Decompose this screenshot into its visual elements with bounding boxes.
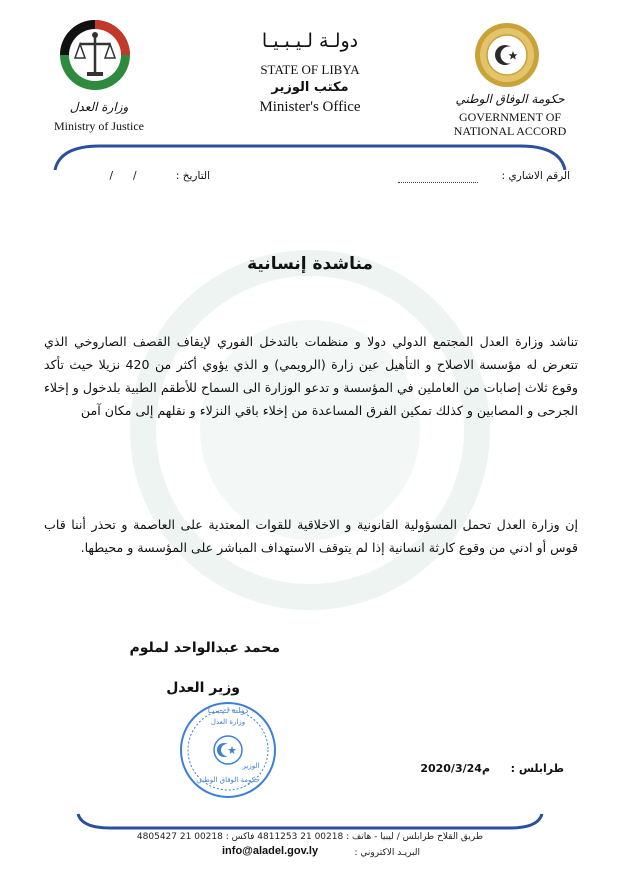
reference-number-line (398, 182, 478, 183)
gna-english-line1: GOVERNMENT OF (458, 110, 562, 124)
footer-email[interactable]: info@aladel.gov.ly (222, 845, 319, 857)
ministry-logo (58, 18, 132, 92)
letter-title: مناشدة إنسانية (247, 254, 373, 274)
letter-paragraph-2: إن وزارة العدل تحمل المسؤولية القانونية و الاخلاقية للقوات المعتدية على العاصمة و تحذر أننا قاب قوس أو ادني من وقوع كارثة انسانية إذا لم يتوقف الاستهداف المباشر على المؤسسة و محيطها. (44, 517, 578, 555)
letter-date: 2020/3/24م (420, 762, 490, 775)
signatory-position: وزير العدل (166, 680, 240, 696)
reference-number-label: الرقم الاشاري : (501, 170, 570, 182)
scales-of-justice-icon (58, 18, 132, 92)
gna-emblem (474, 22, 540, 88)
footer-email-label: البريـد الاكتروني : (354, 848, 420, 858)
official-stamp (178, 700, 278, 800)
footer-address: طريق القلاح طرابلس / ليبيا - هاتف : 00218 21 4811253 فاكس : 00218 21 4805427 (136, 832, 484, 842)
ministry-english-name: Ministry of Justice (54, 119, 144, 133)
crescent-star-emblem-icon (474, 22, 540, 88)
state-arabic-title: دولـة لـيـبـيـا (261, 30, 359, 52)
office-arabic-title: مكتب الوزير (271, 80, 349, 95)
stamp-emblem-icon (178, 700, 278, 800)
date-label: التاريخ : (175, 170, 210, 182)
letter-paragraph-1: تناشد وزارة العدل المجتمع الدولي دولا و منظمات بالتدخل الفوري لإيقاف القصف الصاروخي الذي تتعرض له مؤسسة الاصلاح و التأهيل عين زارة (الرويمي) و الذي يؤوي أكثر من 420 نزيلا حيث تأكد وقوع ثلاث إصابات من العاملين في المؤسسة و تدعو الوزارة الى السماح للأطقم الطبية بلدخول و إخلاء الجرحى و المصابين و كذلك تمكين الفرق المساعدة من إخلاء باقي النزلاء و نقلهم إلى مكان آمن (44, 334, 578, 418)
gna-english-line2: NATIONAL ACCORD (453, 124, 567, 138)
place-label: طرابلس : (510, 762, 564, 775)
state-english-title: STATE OF LIBYA (260, 62, 360, 77)
stamp-label: الوزير (242, 762, 260, 770)
stamp-text-top: دولـة لـيـبـيـا (207, 706, 249, 715)
ministry-arabic-name: وزارة العدل (69, 100, 129, 114)
gna-arabic-name: حكومة الوفاق الوطني (455, 92, 565, 106)
date-value: / / (109, 170, 137, 182)
signatory-name: محمد عبدالواحد لملوم (129, 640, 280, 656)
stamp-text-mid: وزارة العدل (210, 718, 246, 726)
stamp-text-bottom: حكومة الوفاق الوطني (196, 776, 260, 784)
office-english-title: Minister's Office (259, 99, 361, 115)
header-divider (0, 134, 620, 174)
